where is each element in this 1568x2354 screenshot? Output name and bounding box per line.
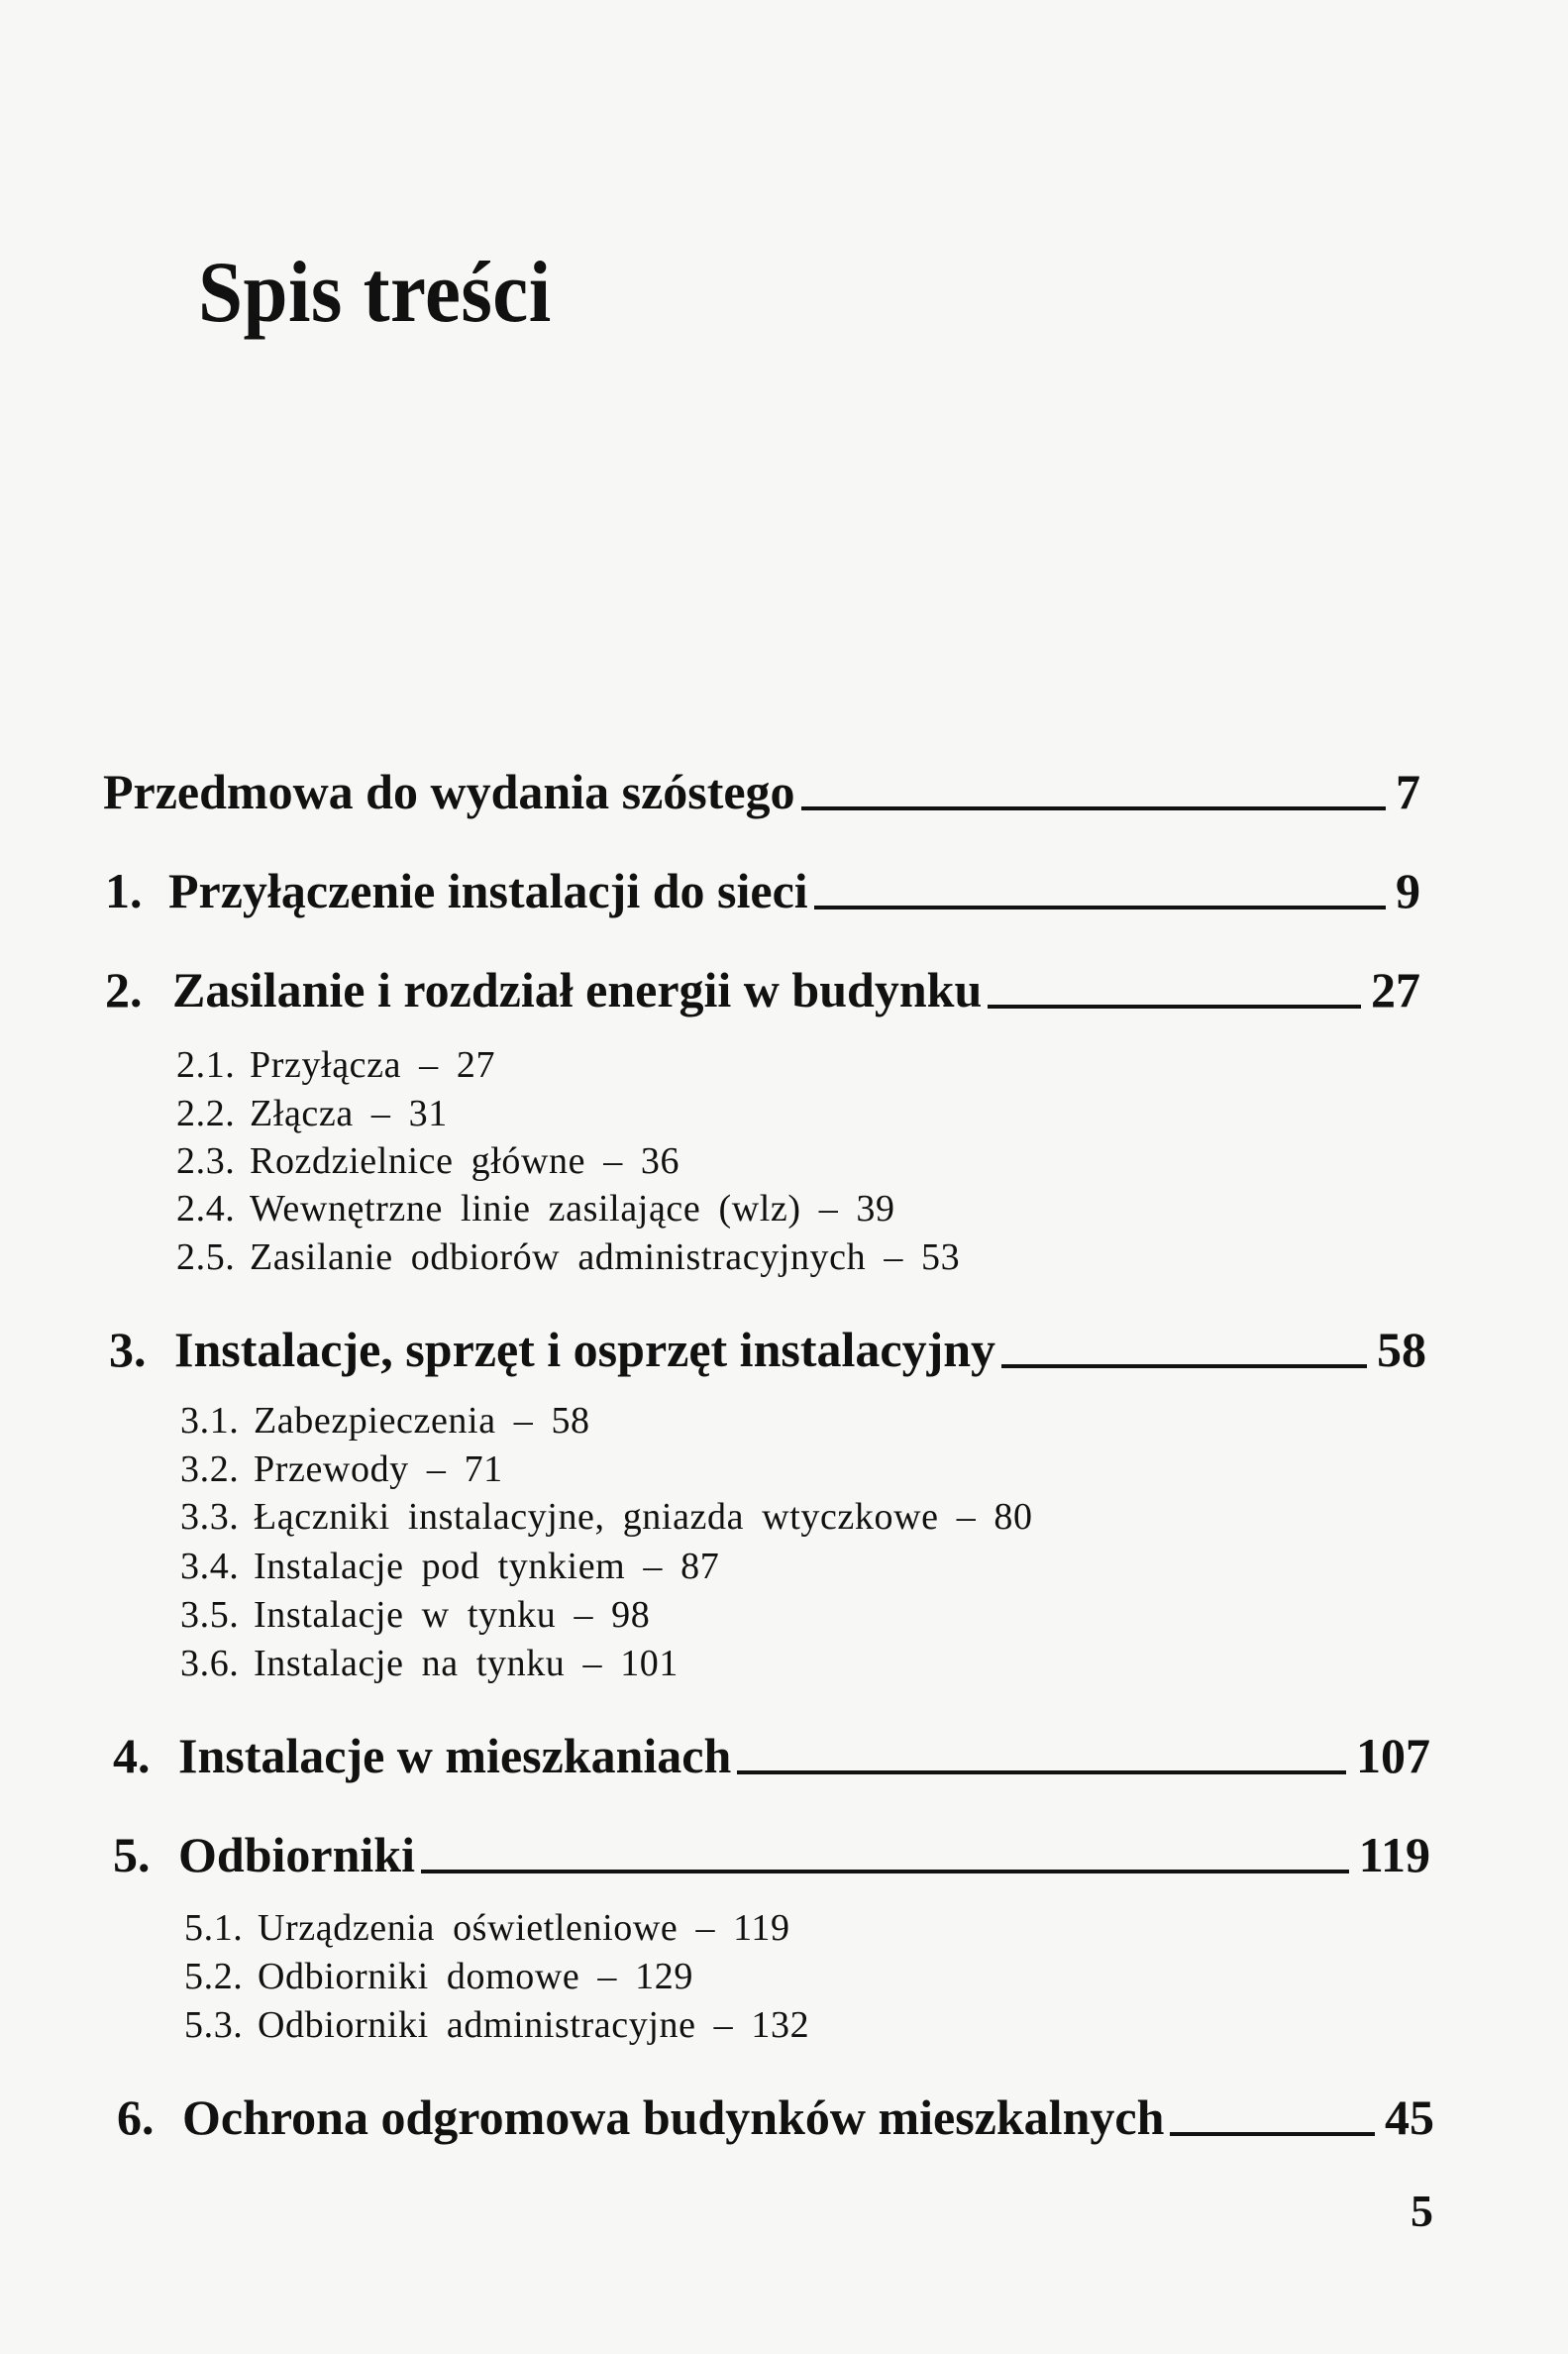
toc-entry-number: 1.	[105, 863, 143, 918]
toc-subentry-number: 3.4.	[180, 1546, 240, 1587]
toc-entry-number: 5.	[113, 1827, 151, 1882]
toc-entry-chapter-2	[105, 961, 1420, 1018]
toc-entry-number: 2.	[105, 962, 143, 1017]
toc-entry-chapter-6	[117, 2088, 1434, 2146]
toc-entry-chapter-3	[109, 1321, 1426, 1378]
toc-entry-label: Przyłączenie instalacji do sieci	[168, 863, 808, 918]
toc-entry-page: 58	[1377, 1322, 1426, 1377]
dot-leader	[814, 906, 1386, 910]
toc-subentry	[176, 1235, 960, 1279]
page-number: 5	[1411, 2186, 1433, 2236]
toc-entry-page: 7	[1396, 764, 1420, 819]
toc-subentry-number: 2.1.	[176, 1044, 236, 1086]
toc-subentry	[180, 1399, 590, 1443]
toc-subentry	[180, 1593, 650, 1637]
toc-entry-label: Odbiorniki	[178, 1827, 415, 1882]
toc-entry-page: 107	[1356, 1728, 1430, 1783]
toc-subentry-label: Zabezpieczenia – 58	[254, 1400, 590, 1442]
toc-subentry-label: Urządzenia oświetleniowe – 119	[258, 1907, 790, 1949]
toc-subentry-number: 5.2.	[184, 1956, 244, 1997]
dot-leader	[988, 1005, 1361, 1009]
toc-subentry-number: 3.5.	[180, 1594, 240, 1636]
toc-entry-number: 6.	[117, 2089, 155, 2145]
toc-subentry	[180, 1545, 719, 1588]
toc-subentry-number: 2.5.	[176, 1236, 236, 1278]
toc-entry-label: Przedmowa do wydania szóstego	[103, 764, 795, 819]
toc-entry-chapter-1	[105, 862, 1420, 919]
toc-entry-label: Instalacje w mieszkaniach	[178, 1728, 732, 1783]
dot-leader	[801, 806, 1386, 810]
toc-subentry	[176, 1187, 895, 1230]
dot-leader	[1001, 1364, 1367, 1368]
dot-leader	[737, 1770, 1346, 1774]
toc-subentry-number: 3.2.	[180, 1448, 240, 1490]
toc-subentry-label: Łączniki instalacyjne, gniazda wtyczkowe – 80	[254, 1496, 1033, 1538]
toc-entry-label: Zasilanie i rozdział energii w budynku	[172, 962, 983, 1017]
toc-subentry-label: Instalacje w tynku – 98	[254, 1594, 651, 1636]
toc-entry-label: Ochrona odgromowa budynków mieszkalnych	[182, 2089, 1165, 2145]
toc-subentry-number: 5.1.	[184, 1907, 244, 1949]
toc-subentry-number: 2.2.	[176, 1093, 236, 1134]
toc-entry-number: 3.	[109, 1322, 147, 1377]
toc-subentry	[180, 1495, 1033, 1539]
toc-subentry-label: Instalacje pod tynkiem – 87	[254, 1546, 720, 1587]
toc-subentry-label: Instalacje na tynku – 101	[254, 1643, 679, 1684]
toc-subentry-label: Przewody – 71	[254, 1448, 503, 1490]
toc-subentry-label: Odbiorniki administracyjne – 132	[258, 2004, 810, 2046]
toc-subentry	[176, 1043, 495, 1087]
toc-subentry	[184, 1906, 790, 1950]
toc-subentry-number: 2.3.	[176, 1140, 236, 1182]
toc-subentry-number: 3.6.	[180, 1643, 240, 1684]
toc-subentry-number: 5.3.	[184, 2004, 244, 2046]
toc-subentry-label: Odbiorniki domowe – 129	[258, 1956, 693, 1997]
toc-entry-chapter-5	[113, 1826, 1430, 1883]
toc-subentry-label: Rozdzielnice główne – 36	[250, 1140, 680, 1182]
toc-subentry-number: 3.3.	[180, 1496, 240, 1538]
toc-subentry-label: Zasilanie odbiorów administracyjnych – 53	[250, 1236, 961, 1278]
toc-subentry-number: 2.4.	[176, 1188, 236, 1230]
toc-entry-page: 119	[1358, 1827, 1430, 1882]
toc-entry-page: 27	[1371, 962, 1420, 1017]
dot-leader	[1170, 2132, 1375, 2136]
toc-subentry-number: 3.1.	[180, 1400, 240, 1442]
page-title: Spis treści	[198, 245, 552, 341]
toc-entry-page: 45	[1385, 2089, 1434, 2145]
toc-entry-number: 4.	[113, 1728, 151, 1783]
toc-subentry-label: Złącza – 31	[250, 1093, 448, 1134]
toc-subentry	[180, 1642, 679, 1685]
toc-subentry	[176, 1139, 679, 1183]
toc-subentry	[176, 1092, 448, 1135]
toc-subentry-label: Wewnętrzne linie zasilające (wlz) – 39	[250, 1188, 895, 1230]
toc-entry-chapter-4	[113, 1727, 1430, 1784]
toc-subentry-label: Przyłącza – 27	[250, 1044, 496, 1086]
toc-subentry	[184, 2003, 809, 2047]
dot-leader	[421, 1870, 1349, 1873]
toc-subentry	[180, 1447, 503, 1491]
toc-entry-page: 9	[1396, 863, 1420, 918]
toc-entry-preface	[103, 763, 1420, 820]
toc-subentry	[184, 1955, 693, 1998]
toc-entry-label: Instalacje, sprzęt i osprzęt instalacyjny	[174, 1322, 996, 1377]
